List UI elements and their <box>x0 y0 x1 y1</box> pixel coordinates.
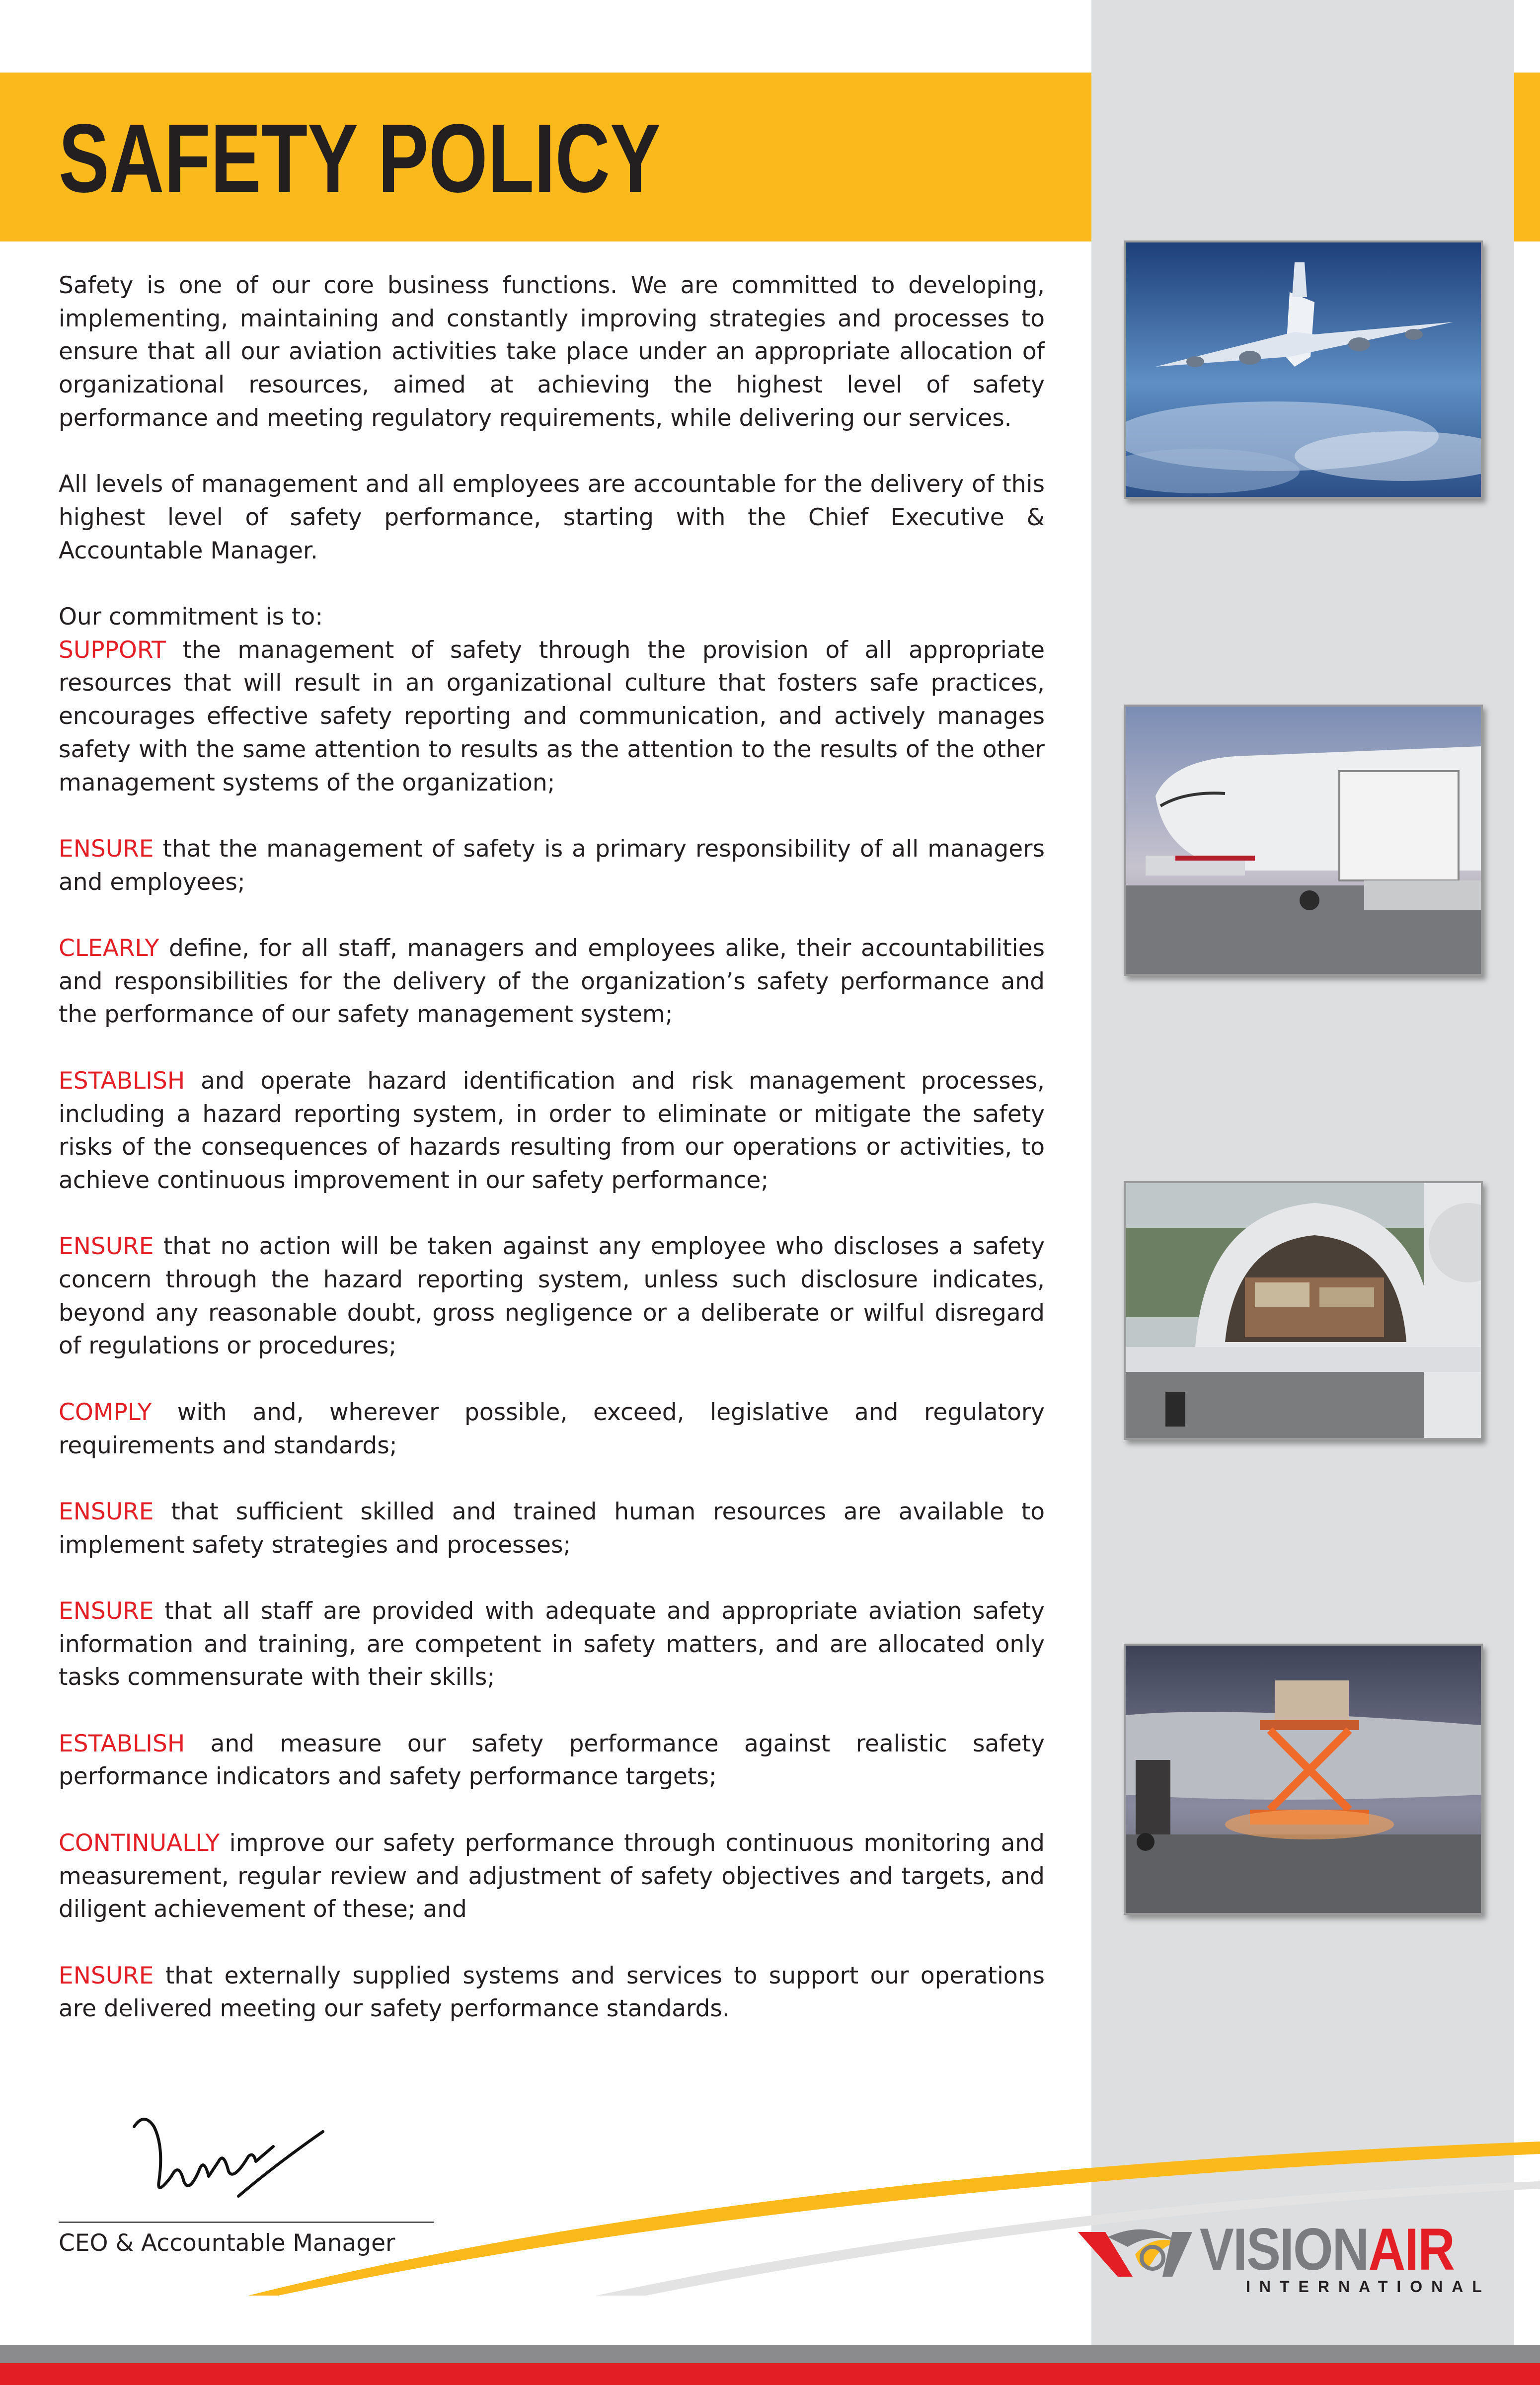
commitment-item <box>59 1396 1045 1462</box>
commitment-list <box>59 634 1045 2026</box>
logo-wordmark <box>1200 2217 1454 2282</box>
footer-grey-stripe <box>0 2345 1540 2363</box>
commitment-keyword: ENSURE <box>59 1233 154 1261</box>
cargo-loader-at-dusk-photo <box>1124 1644 1483 1915</box>
commitment-item <box>59 1065 1045 1197</box>
commitment-text: that all staff are provided with adequate and appropriate aviation safety information and training, are competent in safety matters, and are allocated only tasks commensurate with their skills; <box>59 1597 1045 1691</box>
page-title: SAFETY POLICY <box>59 104 661 213</box>
commitment-keyword: ESTABLISH <box>59 1067 185 1095</box>
open-nose-cargo-door-photo <box>1124 1181 1483 1440</box>
commitment-keyword: CLEARLY <box>59 935 159 962</box>
commitment-item <box>59 1827 1045 1926</box>
commitment-keyword: CONTINUALLY <box>59 1829 220 1857</box>
commitment-item <box>59 1728 1045 1794</box>
commitment-lead: Our commitment is to: <box>59 603 323 631</box>
footer-red-stripe <box>0 2363 1540 2385</box>
commitment-keyword: SUPPORT <box>59 636 166 664</box>
commitment-keyword: ENSURE <box>59 1962 154 1989</box>
intro-paragraph: Safety is one of our core business functions. We are committed to developing, implementing, maintaining and constantly improving strategies and processes to ensure that all our aviation activities take place under an appropriate allocation of organizational resources, aimed at achieving the highest level of safety performance and meeting regulatory requirements, while delivering our services. <box>59 272 1045 432</box>
commitment-text: that sufficient skilled and trained human resources are available to implement safety strategies and processes; <box>59 1498 1045 1559</box>
commitment-keyword: ENSURE <box>59 1597 154 1625</box>
commitment-item <box>59 932 1045 1032</box>
commitment-text: the management of safety through the provision of all appropriate resources that will result in an organizational culture that fosters safe practices, encourages effective safety reporting and communication, and actively manages safety with the same attention to results as the attention to the results of the other management systems of the organization; <box>59 636 1045 796</box>
commitment-keyword: ENSURE <box>59 835 154 863</box>
logo-word-vision: VISION <box>1200 2216 1369 2283</box>
commitment-text: and measure our safety performance against realistic safety performance indicators and safety performance targets; <box>59 1730 1045 1791</box>
commitment-keyword: ENSURE <box>59 1498 154 1525</box>
commitment-text: define, for all staff, managers and employees alike, their accountabilities and responsibilities for the delivery of the organization’s safety performance and the performance of our safety management system; <box>59 935 1045 1029</box>
commitment-text: improve our safety performance through continuous monitoring and measurement, regular review and adjustment of safety objectives and targets, and diligent achievement of these; and <box>59 1829 1045 1923</box>
visionair-logo <box>1073 2217 1500 2306</box>
commitment-text: and operate hazard identification and risk management processes, including a hazard reporting system, in order to eliminate or mitigate the safety risks of the consequences of hazards resulting from our operations or activities, to achieve continuous improvement in our safety performance; <box>59 1067 1045 1194</box>
ceo-signature <box>124 2107 333 2206</box>
commitment-item <box>59 833 1045 899</box>
commitment-item <box>59 1230 1045 1363</box>
intro-paragraph: All levels of management and all employees are accountable for the delivery of this highest level of safety performance, starting with the Chief Executive & Accountable Manager. <box>59 471 1045 564</box>
signature-line <box>59 2222 434 2223</box>
logo-word-air: AIR <box>1368 2216 1455 2283</box>
commitment-text: with and, wherever possible, exceed, legislative and regulatory requirements and standards; <box>59 1398 1045 1459</box>
commitment-keyword: COMPLY <box>59 1398 152 1426</box>
title-band-edge <box>1514 73 1540 241</box>
policy-body <box>59 269 1045 2026</box>
commitment-item <box>59 1496 1045 1562</box>
commitment-item <box>59 634 1045 800</box>
commitment-item <box>59 1960 1045 2026</box>
commitment-item <box>59 1595 1045 1694</box>
commitment-text: that no action will be taken against any employee who discloses a safety concern through the hazard reporting system, unless such disclosure indicates, beyond any reasonable doubt, gross negligence or a deliberate or wilful disregard of regulations or procedures; <box>59 1233 1045 1360</box>
commitment-keyword: ESTABLISH <box>59 1730 185 1757</box>
signatory-role: CEO & Accountable Manager <box>59 2229 395 2257</box>
commitment-text: that externally supplied systems and services to support our operations are delivered meeting our safety performance standards. <box>59 1962 1045 2023</box>
logo-subtitle: INTERNATIONAL <box>1246 2278 1491 2296</box>
airliner-in-flight-photo <box>1124 240 1483 499</box>
commitment-text: that the management of safety is a primary responsibility of all managers and employees; <box>59 835 1045 896</box>
cargo-aircraft-on-apron-photo <box>1124 705 1483 976</box>
